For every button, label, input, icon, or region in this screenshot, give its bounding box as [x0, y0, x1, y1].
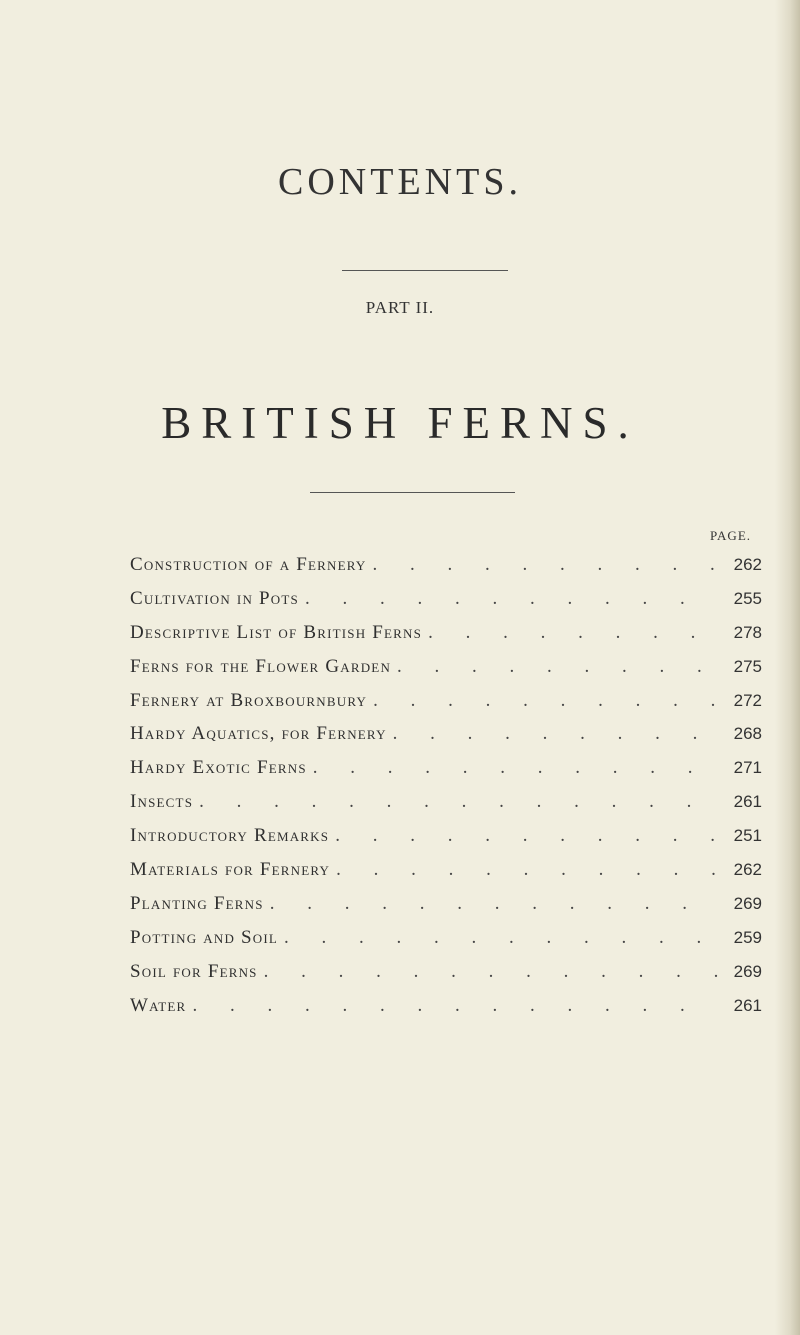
toc-entry-page: 251: [733, 826, 762, 846]
toc-entry: [130, 751, 762, 785]
page-column-header: PAGE.: [710, 528, 752, 543]
toc-entry: [130, 616, 762, 650]
toc-entry-page: 262: [733, 554, 762, 574]
toc-entry-page: 268: [733, 724, 762, 744]
leader-dots: [393, 723, 718, 745]
toc-entry-title: Insects: [130, 791, 194, 813]
toc-entry: [130, 717, 762, 751]
toc-entry-page: 269: [733, 893, 762, 913]
toc-entry-page: 272: [733, 690, 762, 710]
toc-entry-title: Potting and Soil: [130, 926, 279, 948]
leader-dots: [264, 961, 718, 983]
toc-entry-title: Descriptive List of British Ferns: [130, 621, 423, 643]
leader-dots: [199, 791, 718, 813]
toc-entry-title: Fernery at Broxbournbury: [130, 689, 368, 711]
toc-entry-title: Water: [130, 994, 187, 1016]
leader-dots: [192, 995, 718, 1017]
leader-dots: [428, 622, 718, 644]
toc-entry-title: Planting Ferns: [130, 892, 264, 914]
page-title: CONTENTS.: [278, 161, 522, 203]
toc-entry: [130, 989, 762, 1023]
toc-entry: [130, 650, 762, 684]
table-of-contents: [130, 548, 762, 1022]
section-title: BRITISH FERNS.: [161, 398, 639, 448]
toc-entry-title: Ferns for the Flower Garden: [130, 655, 392, 677]
toc-entry-title: Materials for Fernery: [130, 858, 331, 880]
toc-entry-page: 262: [733, 859, 762, 879]
leader-dots: [284, 927, 718, 949]
toc-entry-title: Hardy Aquatics, for Fernery: [130, 723, 387, 745]
toc-entry: [130, 853, 762, 887]
toc-entry: [130, 684, 762, 718]
toc-entry-page: 261: [733, 995, 762, 1015]
toc-entry-title: Hardy Exotic Ferns: [130, 757, 307, 779]
leader-dots: [305, 588, 718, 610]
toc-entry-page: 275: [733, 656, 762, 676]
leader-dots: [336, 859, 718, 881]
toc-entry-page: 255: [733, 588, 762, 608]
toc-entry: [130, 548, 762, 582]
leader-dots: [373, 690, 718, 712]
toc-entry: [130, 887, 762, 921]
toc-entry-title: Construction of a Fernery: [130, 553, 367, 575]
toc-entry-page: 271: [733, 758, 762, 778]
divider-rule: [342, 270, 508, 271]
divider-rule: [310, 492, 515, 493]
toc-entry: [130, 955, 762, 989]
leader-dots: [373, 554, 718, 576]
leader-dots: [313, 757, 718, 779]
toc-entry-title: Cultivation in Pots: [130, 587, 299, 609]
leader-dots: [397, 656, 718, 678]
toc-entry-page: 269: [733, 961, 762, 981]
toc-entry-page: 278: [733, 622, 762, 642]
leader-dots: [270, 893, 718, 915]
toc-entry: [130, 785, 762, 819]
toc-entry: [130, 921, 762, 955]
toc-entry: [130, 819, 762, 853]
toc-entry-title: Soil for Ferns: [130, 960, 258, 982]
toc-entry-page: 259: [733, 927, 762, 947]
leader-dots: [335, 825, 718, 847]
toc-entry-page: 261: [733, 792, 762, 812]
toc-entry: [130, 582, 762, 616]
part-label: PART II.: [365, 298, 435, 317]
toc-entry-title: Introductory Remarks: [130, 825, 330, 847]
